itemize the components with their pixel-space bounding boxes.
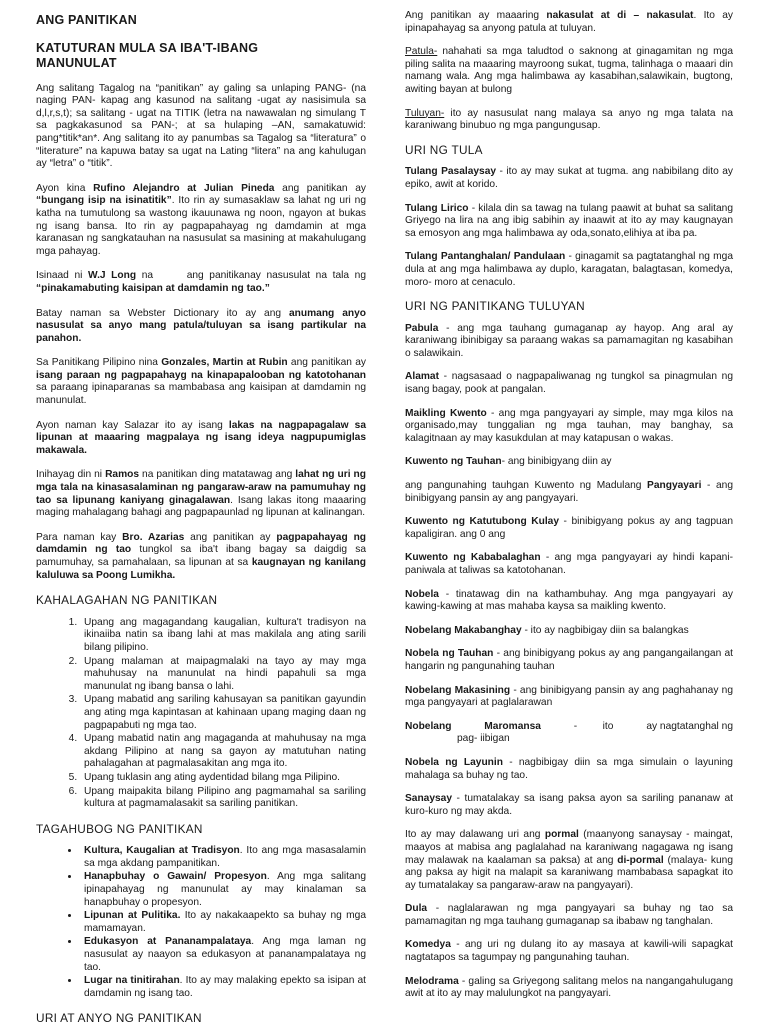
right-column [405, 10, 733, 1012]
list-item: 3. Upang mabatid ang sariling kahusayan sa panitikan gayundin ang ating mga kapintasan at kahinaan upang maging daan ng pagpapabuti ng mga tao. [80, 694, 366, 732]
text: . Ang mga laman ng nasusulat ay naayon sa edukasyon at pananampalataya ng tao. [84, 936, 366, 973]
list-item [80, 975, 366, 1000]
text: sa paraang ipinaparanas sa mambabasa ang kaisipan at damdamin ng manunulat. [36, 382, 366, 407]
paragraph-ramos [36, 469, 366, 519]
tuluyan-item [405, 371, 733, 396]
bold-text: anumang anyo nasusulat sa anyo mang patula/tuluyan sa isang partikular na panahon. [36, 307, 366, 344]
text: - naglalarawan ng mga pangyayari sa buhay ng tao sa pamamagitan ng mga tauhang gumaganap sa ibabaw ng tanghalan. [405, 903, 733, 927]
bold-text: lakas na nagpapagalaw sa lipunan at maaaring magpalaya ng isang ideya nagpupumiglas makawala. [36, 419, 366, 456]
text: ang pangunahing tauhgan Kuwento ng Madulang [405, 480, 648, 492]
text: . Ito ay may malaking epekto sa isipan at damdamin ng isang tao. [84, 975, 366, 999]
bold-text: kaugnayan ng kanilang kaluluwa sa Poong Lumikha. [36, 557, 367, 581]
text: (malaya- kung ang paksa ay higit na malapit sa karaniwang mambabasa sapagkat ito ay tumatalakay sa pangaraw-araw na pangyayari). [405, 854, 733, 891]
text: ay nagtatanghal ng [646, 720, 733, 732]
bold-text: pormal [544, 829, 579, 841]
list-item [80, 936, 366, 974]
text: . Ito ang mga masasalamin sa mga akdang pampanitikan. [84, 845, 367, 869]
text: - tumatalakay sa isang paksa ayon sa sariling pananaw at kuro-kuro ng may akda. [405, 793, 733, 817]
text: - ang mga tauhang gumaganap ay hayop. Ang aral ay karaniwang ibinibigay sa paraang wakas sa pamamagitan ng kasabihan o salawikain. [405, 322, 733, 359]
bold-text: Edukasyon at Pananampalataya [84, 936, 252, 948]
text: - ang binibigyang pansin ay ang paghahanay ng mga pangyayari at paglalarawan [405, 684, 733, 709]
text: - ang binibigyang pansin ay ang pangyayari. [405, 480, 733, 504]
tuluyan-item [405, 589, 733, 614]
paragraph-tuluyan [405, 108, 733, 133]
bold-text: nakasulat at di – nakasulat [546, 10, 694, 21]
tuluyan-item [405, 793, 733, 818]
bold-text: Lugar na tinitirahan [84, 975, 180, 987]
bold-text: Kultura, Kaugalian at Tradisyon [84, 845, 240, 857]
definitions-heading-line-1: KATUTURAN MULA SA IBA'T-IBANG [36, 40, 259, 55]
tuluyan-item-maromansa [405, 721, 733, 734]
paragraph-alejandro-pineda [36, 183, 366, 259]
paragraph-sanaysay-uri [405, 829, 733, 892]
paragraph-patula [405, 46, 733, 96]
list-item [80, 910, 366, 935]
tuluyan-item [405, 625, 733, 638]
definitions-heading [36, 41, 366, 71]
uri-anyo-heading: URI AT ANYO NG PANITIKAN [36, 1011, 202, 1026]
bold-text: Kuwento ng Tauhan [405, 456, 502, 468]
bold-text: Dula [405, 903, 428, 915]
bold-text: Kuwento ng Katutubong Kulay [405, 516, 559, 528]
bold-text: Alamat [405, 371, 439, 383]
bold-text: Gonzales, Martin at Rubin [161, 357, 288, 369]
tagahubog-heading: TAGAHUBOG NG PANITIKAN [36, 821, 203, 836]
list-item: 2. Upang malaman at maipagmalaki na tayo ay may mga mahuhusay na manunulat na hindi papahuli sa mga manunulat ng ibang bansa o lahi. [80, 656, 366, 694]
kahalagahan-list [36, 617, 366, 811]
text: . Ang mga salitang ipinapahayag ng manunulat ay may kinalaman sa hanapbuhay o propesyon. [84, 871, 366, 908]
paragraph-long [36, 270, 369, 295]
bold-text: pagpapahayag ng damdamin ng tao [36, 531, 367, 556]
text: - tinatawag din na kathambuhay. Ang mga pangyayari ay kawing-kawing at mas mahaba kaysa sa maikling kwento. [405, 588, 733, 613]
bold-text: Lipunan at Pulitika. [84, 910, 181, 922]
uri-tuluyan-heading: URI NG PANITIKANG TULUYAN [405, 299, 585, 314]
text: - binibigyang pokus ay ang tagpuan kapaligiran. ang 0 ang [405, 516, 733, 540]
text: nahahati sa mga taludtod o saknong at ginagamitan ng mga piling salita na maaaring mayroong sukat, tugma, talinhaga o maaari din namang wala. Ang mga halimbawa ay kasabihan,salawikain, bugtong, awiting bayan at bulong [405, 46, 733, 95]
text: - ang binibigyang diin ay [501, 456, 612, 468]
text: tungkol sa iba't ibang bagay sa daigdig sa pamumuhay, sa pamahalaan, sa lipunan at sa [36, 544, 366, 568]
text: - ang binibigyang pokus ay ang pangangailangan at hangarin ng pangunahing tauhan [405, 648, 733, 672]
definitions-heading-line-2: MANUNULAT [36, 55, 117, 70]
text: ito ay nasusulat nang malaya sa anyo ng mga talata na karaniwang binubuo ng mga pangungusap. [405, 107, 733, 132]
bold-text: Nobela [405, 588, 439, 600]
bold-text: Hanapbuhay o Gawain/ Propesyon [84, 871, 267, 883]
paragraph-azarias [36, 532, 366, 582]
bold-text: Nobelang Makabanghay [405, 624, 522, 636]
underlined-term: Tuluyan- [405, 107, 445, 119]
tuluyan-item [405, 516, 733, 541]
text: Ito ay nakakaapekto sa buhay ng mga mamamayan. [84, 910, 366, 934]
maromansa-continuation: pag- iibigan [457, 733, 510, 745]
tula-item [405, 166, 733, 191]
list-item [80, 871, 366, 909]
text: ang panitikan ay [184, 531, 277, 543]
bold-text: Tulang Pasalaysay [405, 166, 497, 178]
text: - nagsasaad o nagpapaliwanag ng tungkol sa pinagmulan ng isang bagay, pook at pangalan. [405, 371, 733, 396]
text: - nagbibigay diin sa mga simulain o layuning mahalaga sa buhay ng tao. [405, 756, 733, 781]
bold-text: Nobelang Makasining [405, 684, 511, 696]
bold-text: Maikling Kwento [405, 407, 487, 419]
list-item: 5. Upang tuklasin ang ating aydentidad bilang mga Pilipino. [80, 772, 366, 785]
paragraph-webster [36, 308, 366, 346]
bold-text: Pangyayari [647, 480, 702, 492]
bold-text: Maromansa [484, 720, 541, 732]
text: - ito ay may sukat at tugma. ang nabibilang dito ay epiko, awit at korido. [405, 166, 733, 190]
tuluyan-item [405, 648, 733, 673]
page-title: ANG PANITIKAN [36, 13, 137, 27]
bold-text: W.J Long [88, 270, 137, 282]
tagahubog-list [36, 845, 366, 1000]
tuluyan-item [405, 456, 733, 469]
tuluyan-item [405, 552, 733, 577]
bold-text: Rufino Alejandro at Julian Pineda [93, 182, 275, 194]
paragraph-etymology: Ang salitang Tagalog na “panitikan” ay galing sa unlaping PANG- (na naging PAN- kapag ang kasunod na salitang -ugat ay nasisimula sa d,l,r,s,t); sa salitang - ugat na TITIK (letra na nawawalan ng simulang T sa pagkakasunod sa PAN-; at sa hulaping –AN, samakatuwid: pang*titik*an*. Ang salitang ito ay panumbas sa Tagalog sa “literatura” o “literature” na kapuwa batay sa ugat na Lating “litera” na ang kahulugan ay “letra” o “titik”. [36, 82, 366, 170]
tuluyan-item [405, 976, 733, 1001]
text: - ang mga pangyayari ay hindi kapani-paniwala at taliwas sa katotohanan. [405, 552, 734, 576]
bold-text: Melodrama [405, 975, 459, 987]
bold-text: Kuwento ng Kababalaghan [405, 552, 541, 564]
list-item: 6. Upang maipakita bilang Pilipino ang pagmamahal sa sariling kultura at pagmamalasakit sa sariling panitikan. [80, 786, 366, 811]
text: (maanyong sanaysay - maingat, maayos at mabisa ang paglalahad na karaniwang nagagawa ng isang may malawak na kaalaman sa paksa) at ang [405, 829, 733, 866]
text: Sa Panitikang Pilipino nina [36, 357, 162, 369]
text: . Ito ay ipinapahayag sa anyong patula at tuluyan. [405, 10, 733, 34]
tula-item [405, 203, 733, 241]
text: ang panitikan ay [287, 357, 367, 369]
text: ang panitikan ay [274, 182, 367, 194]
text: - ang uri ng dulang ito ay masaya at kawili-wili sapagkat nagtatapos sa tagumpay ng pangunahing tauhan. [405, 939, 733, 964]
left-column [36, 10, 369, 1035]
text: Ayon kina [36, 182, 94, 194]
text: - ang mga pangyayari ay simple, may mga kilos na organisado,may tunggalian ng mga tauhan, may banghay, sa kalagitnaan ay may kasukdulan at may katapusan o wakas. [405, 407, 733, 444]
uri-tula-heading: URI NG TULA [405, 142, 483, 157]
text: - galing sa Griyegong salitang melos na nangangahulugang awit at ito ay may malulungkot na pangyayari. [405, 975, 733, 1000]
tuluyan-item [405, 685, 733, 710]
bold-text: di-pormal [617, 854, 664, 866]
bold-text: isang paraan ng pagpapahayg na kinapapalooban ng katotohanan [36, 369, 366, 381]
text: - ito [573, 720, 614, 732]
list-item: 4. Upang mabatid natin ang magaganda at mahuhusay na mga akdang Pilipino at nang sa gayon ay matutuhan nating pahalagahan at pagmalasakitan ang mga ito. [80, 733, 366, 771]
bold-text: Nobela ng Layunin [405, 756, 503, 768]
tuluyan-item [405, 408, 733, 446]
bold-text: Nobela ng Tauhan [405, 648, 494, 660]
tula-item [405, 251, 733, 289]
text: Ito ay may dalawang uri ang [405, 829, 545, 841]
text: Ayon naman kay Salazar ito ay isang [36, 419, 229, 431]
bold-text: “bungang isip na isinatitik” [36, 195, 172, 207]
paragraph-salazar [36, 420, 366, 458]
bold-text: “pinakamabuting kaisipan at damdamin ng tao.” [36, 282, 270, 294]
tuluyan-item [405, 323, 733, 361]
tuluyan-item [405, 903, 733, 928]
paragraph-anyo [405, 10, 733, 35]
bold-text: Sanaysay [405, 793, 453, 805]
list-item: 1. Upang ang magagandang kaugalian, kultura't tradisyon na ikinaiiba natin sa ibang lahi at mas makilala ang ating sarili bilang pilipino. [80, 617, 366, 655]
bold-text: lahat ng uri ng mga tala na kinasasalaminan ng pangaraw-araw na pamumuhay ng tao sa lipunang kaniyang ginagalawan [36, 469, 366, 506]
text: Inihayag din ni [36, 469, 106, 481]
text: na panitikan ding matatawag ang [139, 469, 296, 481]
list-item [80, 845, 366, 870]
text: Batay naman sa Webster Dictionary ito ay ang [36, 307, 289, 319]
tuluyan-item [405, 939, 733, 964]
bold-text: Tulang Lirico [405, 202, 469, 214]
kahalagahan-heading: KAHALAGAHAN NG PANITIKAN [36, 593, 218, 608]
text: - kilala din sa tawag na tulang paawit at buhat sa salitang Griyego na lira na ang ibig sabihin ay inaawit at ito ay may kaugnayan sa emosyon ang mga halimbawa ay oda,sonato,elihiya at iba pa. [405, 202, 733, 239]
text: . Isang lakas itong maaaring maging mahalagang bahagi ang pagpapaunlad ng lipunan at kalinangan. [36, 494, 366, 519]
text: - ito ay nagbibigay diin sa balangkas [521, 624, 689, 636]
text: . Ito rin ay sumasaklaw sa lahat ng uri ng katha na tumutulong sa wastong ikauunawa ng noon, ngayon at bukas ng isang bansa. Ito rin ay pagpapahayag ng damdamin at mga karanasan ng sangkatauhan na nasusulat sa masining at makahulugang mga pahayag. [36, 195, 366, 257]
bold-text: Bro. Azarias [122, 531, 185, 543]
text: - ginagamit sa pagtatanghal ng mga dula at ang mga halimbawa ay duplo, karagatan, balagtasan, komedya, moro- moro at cenaculo. [405, 251, 733, 288]
text: na ang panitikanay nasusulat na tala ng [136, 270, 369, 282]
bold-text: Komedya [405, 939, 451, 951]
bold-text: Pabula [405, 322, 439, 334]
paragraph-gonzales [36, 357, 366, 407]
underlined-term: Patula- [405, 46, 438, 58]
tuluyan-item-madulang [405, 480, 733, 505]
bold-text: Ramos [105, 469, 140, 481]
text: Para naman kay [36, 531, 123, 543]
tuluyan-item [405, 757, 733, 782]
text: Ang panitikan ay maaaring [405, 10, 547, 21]
bold-text: Nobelang [405, 720, 452, 732]
bold-text: Tulang Pantanghalan/ Pandulaan [405, 251, 566, 263]
text: Isinaad ni [36, 270, 89, 282]
